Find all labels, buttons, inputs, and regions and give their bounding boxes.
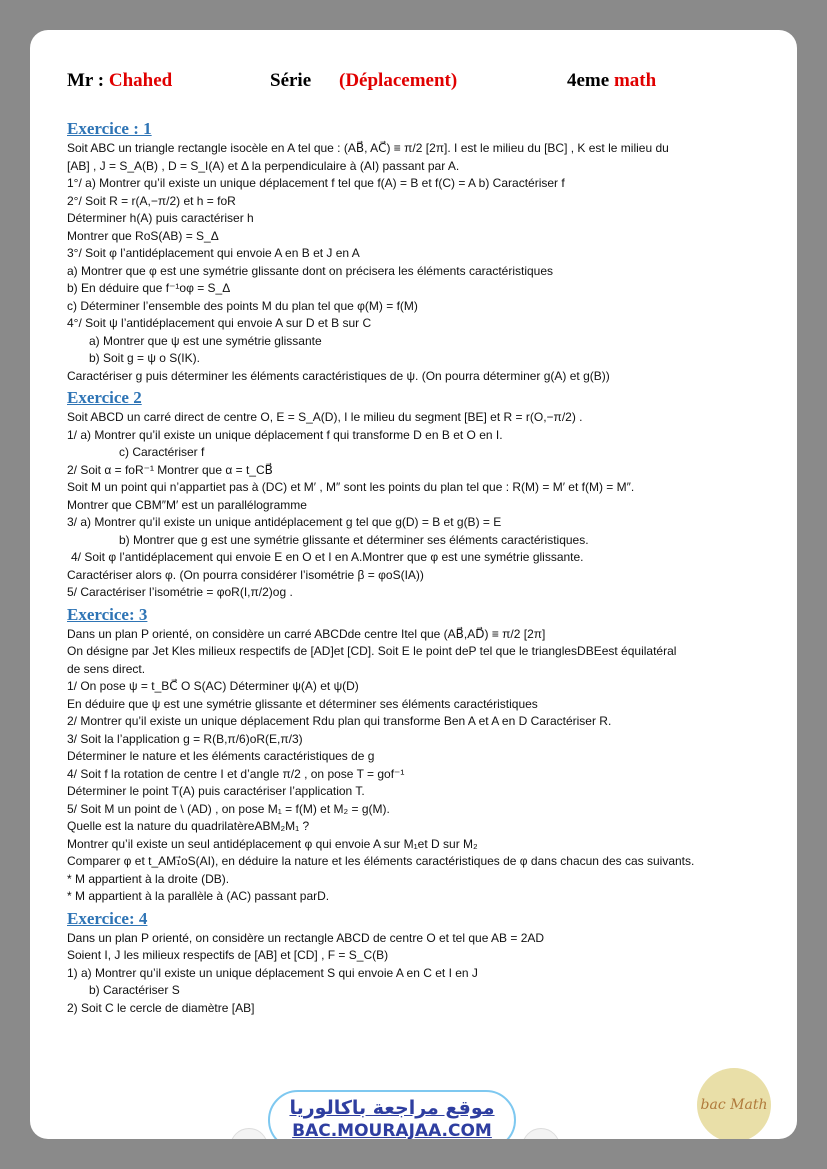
exercise-line: On désigne par Jet Kles milieux respectifs de [AD]et [CD]. Soit E le point deP tel que le trianglesDBEest équilatéral [67, 644, 677, 658]
exercise-line: 2) Soit C le cercle de diamètre [AB] [67, 1000, 255, 1015]
exercise-line: 5/ Caractériser l’isométrie = φoR(I,π/2)og . [67, 585, 293, 599]
exercise-line: En déduire que ψ est une symétrie glissante et déterminer ses éléments caractéristiques [67, 696, 538, 711]
header [67, 70, 767, 94]
exercise-line: Soit M un point qui n’appartiet pas à (DC) et M′ , M″ sont les points du plan tel que : R(M) = M′ et f(M) = M″. [67, 480, 635, 494]
exercise-line: Montrer qu’il existe un seul antidéplacement φ qui envoie A sur M₁et D sur M₂ [67, 836, 478, 851]
exercise-line: Déterminer le nature et les éléments caractéristiques de g [67, 749, 375, 763]
exercises-content [67, 116, 767, 1017]
document-page [30, 30, 797, 1139]
teacher-name: Chahed [108, 70, 173, 91]
exercise-line: 4/ Soit φ l’antidéplacement qui envoie E en O et I en A.Montrer que φ est une symétrie glissante. [71, 550, 584, 564]
exercise-line: Comparer φ et t_AM₁⃗oS(AI), en déduire la nature et les éléments caractéristiques de φ dans chacun des cas suivants. [67, 854, 695, 868]
exercise-line: de sens direct. [67, 661, 146, 676]
exercise-line: b) Montrer que g est une symétrie glissante et déterminer ses éléments caractéristiques. [119, 532, 589, 547]
level: 4eme math [567, 70, 657, 91]
serie-topic: (Déplacement) [339, 70, 458, 91]
exercise-line: Soit ABC un triangle rectangle isocèle en A tel que : (AB⃗, AC⃗) ≡ π/2 [2π]. I est le milieu du [BC] , K est le milieu du [67, 141, 669, 155]
exercise-line: [AB] , J = S_A(B) , D = S_I(A) et Δ la perpendiculaire à (AI) passant par A. [67, 158, 460, 173]
exercise-title: Exercice: 3 [67, 604, 148, 624]
exercise-line: 3/ Soit la l’application g = R(B,π/6)oR(E,π/3) [67, 731, 303, 746]
exercise-line: 2/ Soit α = foR⁻¹ Montrer que α = t_CB⃗ [67, 462, 273, 477]
exercise-line: 1/ a) Montrer qu’il existe un unique déplacement f qui transforme D en B et O en I. [67, 427, 503, 442]
exercise-line: Caractériser alors φ. (On pourra considérer l’isométrie β = φoS(IA)) [67, 567, 424, 582]
exercise-line: 1°/ a) Montrer qu’il existe un unique déplacement f tel que f(A) = B et f(C) = A b) Caractériser f [67, 176, 565, 190]
serie-label: Série [270, 70, 312, 91]
exercise-line: 3/ a) Montrer qu’il existe un unique antidéplacement g tel que g(D) = B et g(B) = E [67, 515, 502, 529]
bac-math-logo: bac Math [697, 1068, 771, 1139]
exercise-line: Déterminer h(A) puis caractériser h [67, 211, 254, 225]
exercise-line: Soient I, J les milieux respectifs de [AB] et [CD] , F = S_C(B) [67, 948, 389, 962]
exercise-line: Montrer que RoS(AB) = S_Δ [67, 228, 219, 243]
exercise-line: Déterminer le point T(A) puis caractériser l’application T. [67, 784, 365, 798]
exercise-title: Exercice: 4 [67, 908, 148, 928]
exercise-line: c) Déterminer l’ensemble des points M du plan tel que φ(M) = f(M) [67, 298, 418, 313]
exercise-line: 5/ Soit M un point de \ (AD) , on pose M₁ = f(M) et M₂ = g(M). [67, 801, 390, 816]
exercise-line: 4°/ Soit ψ l’antidéplacement qui envoie A sur D et B sur C [67, 316, 372, 330]
exercise-line: 4/ Soit f la rotation de centre I et d’angle π/2 , on pose T = gof⁻¹ [67, 766, 405, 781]
exercise-line: b) Soit g = ψ o S(IK). [89, 351, 200, 365]
exercise-line: 2°/ Soit R = r(A,−π/2) et h = foR [67, 193, 236, 208]
exercise-line: 1/ On pose ψ = t_BC⃗ O S(AC) Déterminer ψ(A) et ψ(D) [67, 679, 359, 693]
exercise-line: Soit ABCD un carré direct de centre O, E = S_A(D), I le milieu du segment [BE] et R = r(O,−π/2) . [67, 410, 583, 424]
exercise-line: Dans un plan P orienté, on considère un rectangle ABCD de centre O et tel que AB = 2AD [67, 930, 545, 945]
teacher-label: Mr : Chahed [67, 70, 173, 91]
exercise-line: 1) a) Montrer qu’il existe un unique déplacement S qui envoie A en C et I en J [67, 965, 478, 980]
exercise-line: b) En déduire que f⁻¹oφ = S_Δ [67, 281, 231, 295]
exercise-line: * M appartient à la parallèle à (AC) passant parD. [67, 889, 330, 903]
book-icon [230, 1128, 268, 1139]
site-arabic-name: موقع مراجعة باكالوريا [289, 1097, 495, 1119]
exercise-line: 2/ Montrer qu’il existe un unique déplacement Rdu plan qui transforme Ben A et A en D Caractériser R. [67, 714, 612, 728]
exercise-line: Quelle est la nature du quadrilatèreABM₂M₁ ? [67, 819, 310, 833]
exercise-title: Exercice 2 [67, 388, 142, 407]
site-url[interactable]: BAC.MOURAJAA.COM [292, 1121, 492, 1139]
exercise-line: Caractériser g puis déterminer les éléments caractéristiques de ψ. (On pourra déterminer g(A) et g(B)) [67, 368, 610, 383]
exercise-line: c) Caractériser f [119, 445, 205, 459]
exercise-line: * M appartient à la droite (DB). [67, 871, 230, 886]
book-icon-right [522, 1128, 560, 1139]
site-banner[interactable] [268, 1090, 516, 1139]
exercise-line: a) Montrer que φ est une symétrie glissante dont on précisera les éléments caractéristiques [67, 263, 554, 278]
exercise-line: Dans un plan P orienté, on considère un carré ABCDde centre Itel que (AB⃗,AD⃗) ≡ π/2 [2π] [67, 626, 546, 641]
exercise-line: a) Montrer que ψ est une symétrie glissante [89, 333, 322, 348]
exercise-line: 3°/ Soit φ l’antidéplacement qui envoie A en B et J en A [67, 246, 360, 260]
exercise-line: b) Caractériser S [89, 983, 180, 997]
exercise-line: Montrer que CBM″M′ est un parallélogramme [67, 497, 307, 512]
exercise-title: Exercice : 1 [67, 119, 152, 138]
